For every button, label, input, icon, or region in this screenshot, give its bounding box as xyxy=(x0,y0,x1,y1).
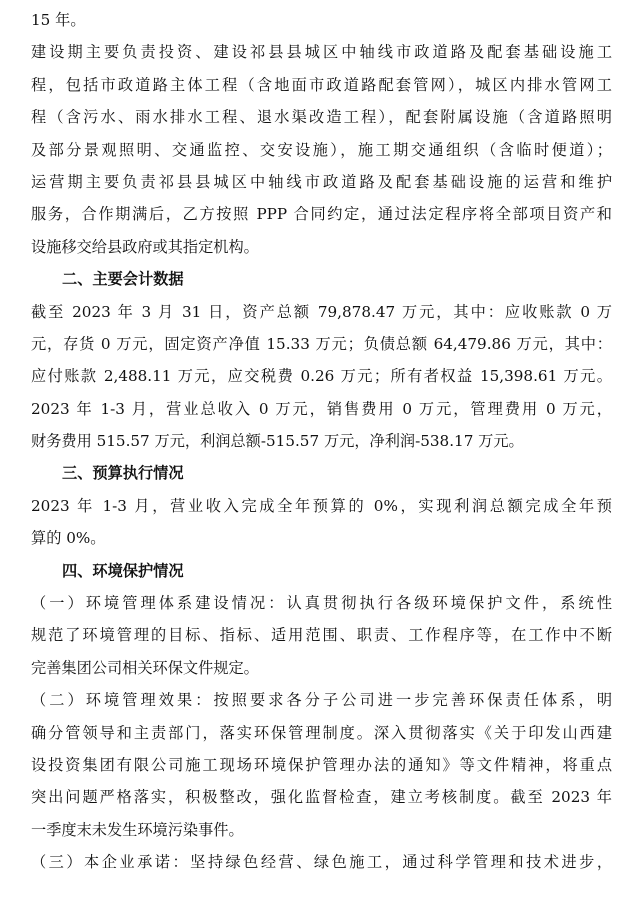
text-line: 运营期主要负责祁县县城区中轴线市政道路及配套基础设施的运营和维护 xyxy=(31,172,612,191)
text-line: 应付账款 2,488.11 万元，应交税费 0.26 万元；所有者权益 15,398.61 万元。 xyxy=(31,367,612,386)
text-line: 元，存货 0 万元，固定资产净值 15.33 万元；负债总额 64,479.86 万元，其中： xyxy=(31,334,612,353)
section-heading-accounting: 二、主要会计数据 xyxy=(62,270,184,289)
text-line: 规范了环境管理的目标、指标、适用范围、职责、工作程序等，在工作中不断 xyxy=(31,626,612,645)
paragraph-env-system xyxy=(31,587,612,684)
paragraph-income xyxy=(31,393,612,458)
text-line: 完善集团公司相关环保文件规定。 xyxy=(31,658,259,677)
paragraph-term xyxy=(31,4,612,36)
text-line: 服务，合作期满后，乙方按照 PPP 合同约定，通过法定程序将全部项目资产和 xyxy=(31,205,612,224)
text-line: （一）环境管理体系建设情况：认真贯彻执行各级环境保护文件，系统性 xyxy=(31,594,612,613)
text-line: 15 年。 xyxy=(31,11,86,29)
text-line: 一季度末未发生环境污染事件。 xyxy=(31,820,244,839)
text-line: 程（含污水、雨水排水工程、退水渠改造工程），配套附属设施（含道路照明 xyxy=(31,108,612,127)
text-line: 2023 年 1-3 月，营业收入完成全年预算的 0%，实现利润总额完成全年预 xyxy=(31,496,612,515)
text-line: 程，包括市政道路主体工程（含地面市政道路配套管网），城区内排水管网工 xyxy=(31,75,612,94)
text-line: 设施移交给县政府或其指定机构。 xyxy=(31,237,259,256)
text-line: 及部分景观照明、交通监控、交安设施），施工期交通组织（含临时便道）； xyxy=(31,140,612,159)
text-line: 财务费用 515.57 万元，利润总额-515.57 万元，净利润-538.17 万元。 xyxy=(31,432,524,451)
paragraph-env-effect xyxy=(31,684,612,846)
section-heading-environment: 四、环境保护情况 xyxy=(62,561,184,580)
text-line: 2023 年 1-3 月，营业总收入 0 万元，销售费用 0 万元，管理费用 0 万元， xyxy=(31,399,612,418)
text-line: 建设期主要负责投资、建设祁县县城区中轴线市政道路及配套基础设施工 xyxy=(31,43,612,62)
text-line: 设投资集团有限公司施工现场环境保护管理办法的通知》等文件精神，将重点 xyxy=(31,755,612,774)
paragraph-construction-period xyxy=(31,36,612,166)
text-line: 截至 2023 年 3 月 31 日，资产总额 79,878.47 万元，其中：应收账款 0 万 xyxy=(31,302,612,321)
paragraph-commitment xyxy=(31,846,612,878)
text-line: 确分管领导和主责部门，落实环保管理制度。深入贯彻落实《关于印发山西建 xyxy=(31,723,612,742)
text-line: 突出问题严格落实，积极整改，强化监督检查，建立考核制度。截至 2023 年 xyxy=(31,788,612,807)
text-line: （三）本企业承诺：坚持绿色经营、绿色施工，通过科学管理和技术进步， xyxy=(31,853,612,872)
paragraph-balance-sheet xyxy=(31,296,612,393)
text-line: 算的 0%。 xyxy=(31,529,106,548)
paragraph-budget xyxy=(31,490,612,555)
paragraph-operation-period xyxy=(31,166,612,263)
section-heading-budget: 三、预算执行情况 xyxy=(62,464,184,483)
text-line: （二）环境管理效果：按照要求各分子公司进一步完善环保责任体系，明 xyxy=(31,691,612,710)
